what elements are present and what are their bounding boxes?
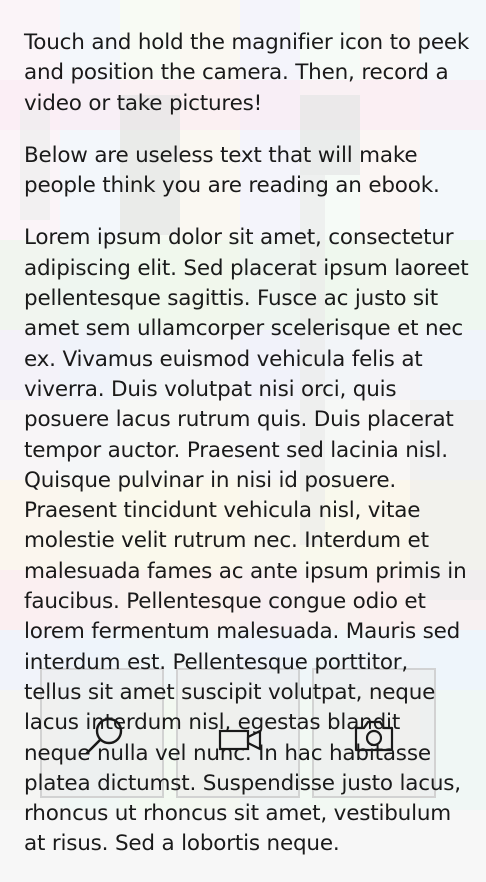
reading-content bbox=[24, 28, 470, 882]
ebook-text: Lorem ipsum dolor sit amet, consectetur adipiscing elit. Sed placerat ipsum laoreet pellentesque sagittis. Fusce ac justo sit amet sem ullamcorper scelerisque et nec ex. Vivamus euismod vehicula felis at viverra. Duis volutpat nisi orci, quis posuere lacus rutrum quis. Duis placerat tempor auctor. Praesent sed lacinia nisl. Quisque pulvinar in nisi id posuere. Praesent tincidunt vehicula nisl, vitae molestie velit rutrum nec. Interdum et malesuada fames ac ante ipsum primis in faucibus. Pellentesque congue odio et lorem fermentum malesuada. Mauris sed interdum est. Pellentesque porttitor, tellus sit amet suscipit volutpat, neque lacus interdum nisl, egestas blandit neque nulla vel nunc. In hac habitasse platea dictumst. Suspendisse justo lacus, rhoncus ut rhoncus sit amet, vestibulum at risus. Sed a lobortis neque. bbox=[24, 225, 469, 857]
intro-text: Touch and hold the magnifier icon to peek and position the camera. Then, record a video or take pictures! bbox=[24, 30, 470, 116]
useless-text-intro: Below are useless text that will make people think you are reading an ebook. bbox=[24, 142, 440, 199]
